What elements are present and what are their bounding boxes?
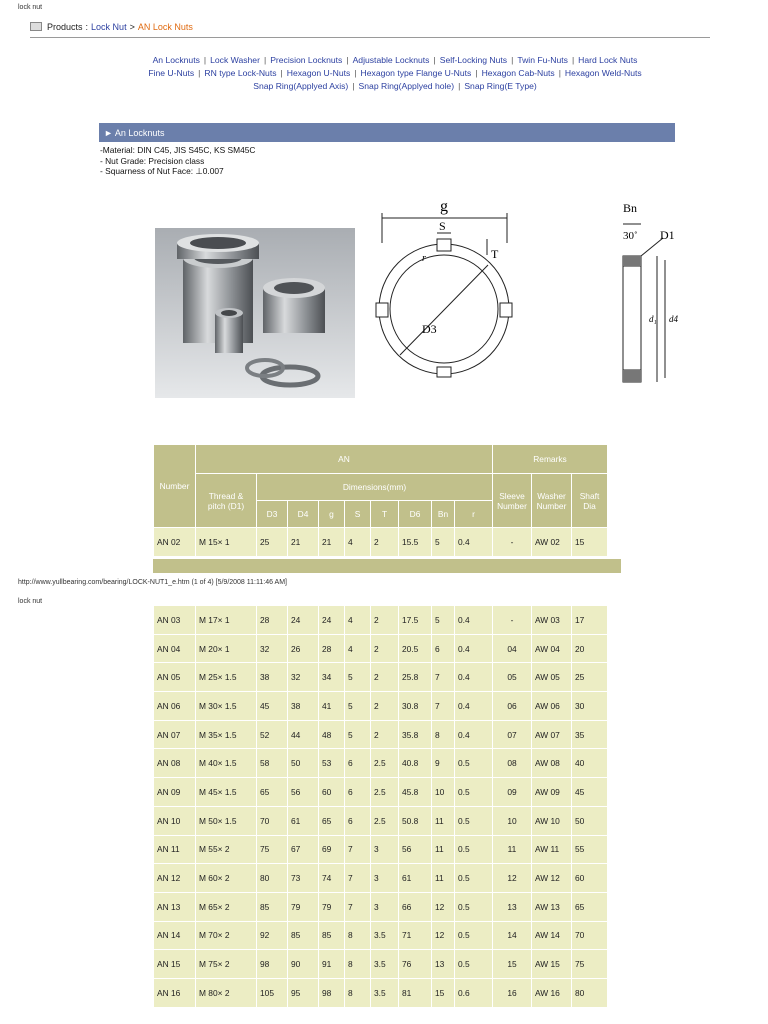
table-cell: 12: [493, 864, 532, 893]
table-cell: -: [493, 528, 532, 557]
header-dim-t: T: [371, 501, 399, 528]
breadcrumb: [30, 16, 710, 38]
table-cell: 4: [345, 528, 371, 557]
table-cell: 6: [432, 634, 455, 663]
nav-link-hexagon-weld-nuts[interactable]: Hexagon Weld-Nuts: [564, 68, 642, 78]
table-cell: 7: [345, 892, 371, 921]
table-cell: 73: [288, 864, 319, 893]
label-t: T: [491, 247, 499, 261]
table-cell: AW 14: [532, 921, 572, 950]
nav-link-hexagon-u-nuts[interactable]: Hexagon U-Nuts: [286, 68, 351, 78]
table-cell: 26: [288, 634, 319, 663]
table-cell: 15.5: [399, 528, 432, 557]
table-cell: 56: [399, 835, 432, 864]
table-cell: M 70× 2: [196, 921, 257, 950]
table-cell: AW 08: [532, 749, 572, 778]
side-view-diagram: [605, 198, 685, 388]
table-cell: 28: [257, 606, 288, 635]
table-cell: 85: [288, 921, 319, 950]
table-cell: 5: [432, 606, 455, 635]
table-cell: 6: [345, 806, 371, 835]
front-view-diagram: [372, 195, 522, 390]
table-cell: AW 13: [532, 892, 572, 921]
table-cell: 6: [345, 749, 371, 778]
table-cell: 14: [493, 921, 532, 950]
table-cell: 70: [257, 806, 288, 835]
header-washer: Washer Number: [532, 474, 572, 528]
table-cell: 3: [371, 835, 399, 864]
table-cell: 85: [319, 921, 345, 950]
table-cell: 32: [288, 663, 319, 692]
table-cell: AW 12: [532, 864, 572, 893]
table-cell: 0.5: [455, 864, 493, 893]
table-cell: 0.5: [455, 806, 493, 835]
header-shaft: Shaft Dia: [572, 474, 608, 528]
table-cell: 30: [572, 692, 608, 721]
table-cell: 25.8: [399, 663, 432, 692]
table-cell: 79: [319, 892, 345, 921]
header-sleeve: Sleeve Number: [493, 474, 532, 528]
table-cell: AN 15: [154, 950, 196, 979]
table-row: [154, 692, 608, 721]
table-row: [154, 835, 608, 864]
table-cell: 8: [345, 921, 371, 950]
table-row: [154, 720, 608, 749]
table-cell: M 80× 2: [196, 978, 257, 1007]
breadcrumb-separator: >: [129, 21, 135, 32]
nav-link-rn-type-lock-nuts[interactable]: RN type Lock-Nuts: [204, 68, 277, 78]
table-cell: 0.5: [455, 892, 493, 921]
table-cell: 45: [257, 692, 288, 721]
table-cell: 75: [257, 835, 288, 864]
table-cell: 7: [432, 663, 455, 692]
table-cell: 17: [572, 606, 608, 635]
page-footer-url: http://www.yullbearing.com/bearing/LOCK-NUT1_e.htm (1 of 4) [5/9/2008 11:11:46 AM]: [18, 579, 287, 586]
table-cell: 10: [432, 778, 455, 807]
table-row: [154, 528, 608, 557]
table-cell: -: [493, 606, 532, 635]
table-cell: M 60× 2: [196, 864, 257, 893]
table-row: [154, 606, 608, 635]
nav-link-twin-fu-nuts[interactable]: Twin Fu-Nuts: [517, 55, 568, 65]
table-cell: M 45× 1.5: [196, 778, 257, 807]
header-dimensions: Dimensions(mm): [257, 474, 493, 501]
table-cell: 0.4: [455, 528, 493, 557]
table-cell: 0.5: [455, 749, 493, 778]
table-cell: 61: [288, 806, 319, 835]
table-cell: 66: [399, 892, 432, 921]
header-number: Number: [154, 445, 196, 528]
table-cell: 45: [572, 778, 608, 807]
table-cell: AN 03: [154, 606, 196, 635]
table-cell: 7: [345, 864, 371, 893]
table-cell: 76: [399, 950, 432, 979]
table-cell: 17.5: [399, 606, 432, 635]
table-cell: 21: [288, 528, 319, 557]
page-header-label: lock nut: [18, 4, 43, 11]
table-cell: 05: [493, 663, 532, 692]
dimension-table-page2: [153, 605, 608, 1008]
table-cell: 35.8: [399, 720, 432, 749]
table-cell: 105: [257, 978, 288, 1007]
table-cell: 3: [371, 892, 399, 921]
table-cell: 11: [432, 864, 455, 893]
table-cell: 24: [319, 606, 345, 635]
table-cell: 0.4: [455, 692, 493, 721]
nav-line-2: Fine U-Nuts | RN type Lock-Nuts | Hexagon U-Nuts | Hexagon type Flange U-Nuts | Hexagon Cab-Nuts | Hexagon Weld-Nuts: [148, 68, 642, 78]
table-cell: 4: [345, 606, 371, 635]
table-cell: AN 02: [154, 528, 196, 557]
table-cell: M 20× 1: [196, 634, 257, 663]
table-cell: 2.5: [371, 806, 399, 835]
table-cell: 3: [371, 864, 399, 893]
header-thread: Thread & pitch (D1): [196, 474, 257, 528]
label-s: S: [439, 219, 446, 233]
section-header: ► An Locknuts: [99, 123, 675, 142]
table-cell: 48: [319, 720, 345, 749]
table-cell: AW 16: [532, 978, 572, 1007]
table-cell: 15: [493, 950, 532, 979]
table-cell: 0.5: [455, 835, 493, 864]
table-cell: 0.5: [455, 950, 493, 979]
table-cell: 15: [432, 978, 455, 1007]
table-cell: 0.4: [455, 663, 493, 692]
table-cell: 15: [572, 528, 608, 557]
table-row: [154, 921, 608, 950]
table-cell: M 40× 1.5: [196, 749, 257, 778]
table-cell: 85: [257, 892, 288, 921]
nav-line-1: An Locknuts | Lock Washer | Precision Locknuts | Adjustable Locknuts | Self-Locking Nuts | Twin Fu-Nuts | Hard Lock Nuts: [152, 55, 638, 65]
product-photo: [155, 228, 355, 398]
table-cell: 40.8: [399, 749, 432, 778]
table-cell: 41: [319, 692, 345, 721]
table-cell: AN 11: [154, 835, 196, 864]
table-cell: 60: [319, 778, 345, 807]
dimension-table-page1: [153, 444, 621, 573]
table-cell: AW 02: [532, 528, 572, 557]
table-cell: 65: [572, 892, 608, 921]
table-cell: AN 10: [154, 806, 196, 835]
table-cell: AW 06: [532, 692, 572, 721]
table-cell: 80: [572, 978, 608, 1007]
table-cell: 2.5: [371, 778, 399, 807]
table-cell: AW 11: [532, 835, 572, 864]
header-an: AN: [196, 445, 493, 474]
table-cell: 55: [572, 835, 608, 864]
table-cell: M 25× 1.5: [196, 663, 257, 692]
table-cell: 65: [257, 778, 288, 807]
table-cell: M 15× 1: [196, 528, 257, 557]
table-cell: 4: [345, 634, 371, 663]
label-angle: 30˚: [623, 230, 638, 242]
table-cell: AW 15: [532, 950, 572, 979]
table-cell: 11: [432, 806, 455, 835]
table-cell: 98: [257, 950, 288, 979]
nav-line-3: Snap Ring(Applyed Axis) | Snap Ring(Applyed hole) | Snap Ring(E Type): [253, 81, 537, 91]
breadcrumb-lock-nut-link[interactable]: Lock Nut: [91, 21, 127, 32]
table-cell: 40: [572, 749, 608, 778]
table-cell: 25: [572, 663, 608, 692]
table-cell: M 65× 2: [196, 892, 257, 921]
table-cell: AN 07: [154, 720, 196, 749]
table-cell: 11: [432, 835, 455, 864]
table-row: [154, 892, 608, 921]
table-cell: 8: [345, 950, 371, 979]
table-cell: 10: [493, 806, 532, 835]
table-cell: 79: [288, 892, 319, 921]
table-cell: 2: [371, 720, 399, 749]
spec-grade: - Nut Grade: Precision class: [100, 155, 205, 166]
table-cell: AN 14: [154, 921, 196, 950]
table-cell: 98: [319, 978, 345, 1007]
table-cell: M 30× 1.5: [196, 692, 257, 721]
nav-link-hard-lock-nuts[interactable]: Hard Lock Nuts: [578, 55, 638, 65]
table-cell: 25: [257, 528, 288, 557]
nav-link-snap-ring-e-type[interactable]: Snap Ring(E Type): [464, 81, 537, 91]
label-d1: D1: [660, 228, 675, 242]
table-cell: AN 06: [154, 692, 196, 721]
table-cell: AN 05: [154, 663, 196, 692]
table-cell: 0.6: [455, 978, 493, 1007]
table-cell: 09: [493, 778, 532, 807]
mail-icon: [30, 22, 42, 31]
breadcrumb-products: Products: [47, 21, 83, 32]
table-cell: 13: [432, 950, 455, 979]
table-cell: 24: [288, 606, 319, 635]
table-cell: AN 16: [154, 978, 196, 1007]
spec-material: -Material: DIN C45, JIS S45C, KS SM45C: [100, 145, 256, 155]
table-cell: 28: [319, 634, 345, 663]
table-cell: 81: [399, 978, 432, 1007]
table-cell: M 35× 1.5: [196, 720, 257, 749]
table-cell: 90: [288, 950, 319, 979]
nav-link-snap-ring-hole[interactable]: Snap Ring(Applyed hole): [358, 81, 455, 91]
table-cell: 61: [399, 864, 432, 893]
table-cell: 32: [257, 634, 288, 663]
table-cell: 5: [345, 663, 371, 692]
table-row: [154, 778, 608, 807]
table-cell: 92: [257, 921, 288, 950]
table-row: [154, 950, 608, 979]
table-cell: 80: [257, 864, 288, 893]
table-row: [154, 864, 608, 893]
table-cell: 50: [572, 806, 608, 835]
table-row: [154, 634, 608, 663]
table-cell: 8: [432, 720, 455, 749]
breadcrumb-separator: :: [85, 21, 89, 32]
table-cell: 3.5: [371, 921, 399, 950]
table-cell: M 50× 1.5: [196, 806, 257, 835]
table-cell: 9: [432, 749, 455, 778]
header-dim-r: r: [455, 501, 493, 528]
table-cell: 07: [493, 720, 532, 749]
table-cell: 16: [493, 978, 532, 1007]
nav-link-adjustable-locknuts[interactable]: Adjustable Locknuts: [352, 55, 430, 65]
header-dim-g: g: [319, 501, 345, 528]
spec-squareness: - Squarness of Nut Face: ⊥0.007: [100, 166, 224, 176]
table-cell: 04: [493, 634, 532, 663]
table-cell: AW 03: [532, 606, 572, 635]
table-cell: 70: [572, 921, 608, 950]
table-cell: 35: [572, 720, 608, 749]
table-row: [154, 806, 608, 835]
table-cell: 2: [371, 528, 399, 557]
table-cell: 50.8: [399, 806, 432, 835]
table-cell: 13: [493, 892, 532, 921]
table-cell: 5: [432, 528, 455, 557]
header-remarks: Remarks: [493, 445, 608, 474]
nav-link-fine-u-nuts[interactable]: Fine U-Nuts: [148, 68, 195, 78]
nav-link-snap-ring-axis[interactable]: Snap Ring(Applyed Axis): [253, 81, 349, 91]
nav-link-an-locknuts[interactable]: An Locknuts: [152, 55, 200, 65]
table-cell: 52: [257, 720, 288, 749]
table-cell: 56: [288, 778, 319, 807]
table-cell: 2: [371, 606, 399, 635]
table-cell: AW 10: [532, 806, 572, 835]
table-cell: 45.8: [399, 778, 432, 807]
nav-link-hexagon-flange-u-nuts[interactable]: Hexagon type Flange U-Nuts: [360, 68, 472, 78]
table-cell: 11: [493, 835, 532, 864]
table-cell: 67: [288, 835, 319, 864]
label-d4: d4: [669, 314, 678, 324]
table-cell: 71: [399, 921, 432, 950]
table-cell: AN 08: [154, 749, 196, 778]
table-cell: M 17× 1: [196, 606, 257, 635]
table-cell: 5: [345, 692, 371, 721]
table-cell: 3.5: [371, 978, 399, 1007]
label-d3: D3: [422, 322, 437, 336]
table-cell: AW 05: [532, 663, 572, 692]
table-cell: AN 13: [154, 892, 196, 921]
table-cell: 75: [572, 950, 608, 979]
page-header-label-2: lock nut: [18, 598, 43, 605]
table-cell: AN 09: [154, 778, 196, 807]
table-cell: AN 04: [154, 634, 196, 663]
table-cell: 0.4: [455, 720, 493, 749]
spec-list: [100, 145, 255, 177]
table-cell: 0.5: [455, 921, 493, 950]
table-cell: 12: [432, 921, 455, 950]
table-cell: 6: [345, 778, 371, 807]
table-cell: 91: [319, 950, 345, 979]
table-cell: 12: [432, 892, 455, 921]
table-cell: 0.4: [455, 634, 493, 663]
table-cell: AW 07: [532, 720, 572, 749]
table-cell: 69: [319, 835, 345, 864]
header-dim-bn: Bn: [432, 501, 455, 528]
table-cell: 50: [288, 749, 319, 778]
table-cell: 7: [345, 835, 371, 864]
table-cell: 3.5: [371, 950, 399, 979]
table-cell: 38: [288, 692, 319, 721]
table-cell: M 75× 2: [196, 950, 257, 979]
table-cell: 2: [371, 663, 399, 692]
table-cell: 21: [319, 528, 345, 557]
label-r: r: [422, 253, 426, 264]
product-nav: [60, 54, 730, 93]
table-cell: 58: [257, 749, 288, 778]
header-dim-d6: D6: [399, 501, 432, 528]
table-cell: 08: [493, 749, 532, 778]
table-cell: 7: [432, 692, 455, 721]
table-cell: 20.5: [399, 634, 432, 663]
nav-link-self-locking-nuts[interactable]: Self-Locking Nuts: [439, 55, 508, 65]
table-cell: 5: [345, 720, 371, 749]
header-dim-d3: D3: [257, 501, 288, 528]
nav-link-hexagon-cab-nuts[interactable]: Hexagon Cab-Nuts: [481, 68, 555, 78]
table-cell: 95: [288, 978, 319, 1007]
label-d-inner: d₁: [649, 314, 657, 324]
table-cell: AN 12: [154, 864, 196, 893]
table-cell: 30.8: [399, 692, 432, 721]
label-bn: Bn: [623, 201, 638, 215]
table-cell: 2: [371, 692, 399, 721]
label-g: g: [440, 198, 448, 215]
table-cell: 74: [319, 864, 345, 893]
table-cell: 2: [371, 634, 399, 663]
table-cell: 34: [319, 663, 345, 692]
table-bottom-bar: [153, 559, 621, 573]
table-cell: 60: [572, 864, 608, 893]
table-cell: 0.4: [455, 606, 493, 635]
table-cell: 53: [319, 749, 345, 778]
table-cell: 20: [572, 634, 608, 663]
nav-link-precision-locknuts[interactable]: Precision Locknuts: [270, 55, 343, 65]
table-cell: AW 04: [532, 634, 572, 663]
table-row: [154, 663, 608, 692]
header-dim-s: S: [345, 501, 371, 528]
table-cell: 65: [319, 806, 345, 835]
table-cell: 44: [288, 720, 319, 749]
table-cell: 0.5: [455, 778, 493, 807]
table-row: [154, 978, 608, 1007]
table-cell: 06: [493, 692, 532, 721]
breadcrumb-current: AN Lock Nuts: [137, 21, 193, 32]
header-dim-d4: D4: [288, 501, 319, 528]
table-cell: AW 09: [532, 778, 572, 807]
table-cell: 38: [257, 663, 288, 692]
table-cell: 8: [345, 978, 371, 1007]
nav-link-lock-washer[interactable]: Lock Washer: [210, 55, 260, 65]
table-cell: M 55× 2: [196, 835, 257, 864]
table-cell: 2.5: [371, 749, 399, 778]
table-row: [154, 749, 608, 778]
